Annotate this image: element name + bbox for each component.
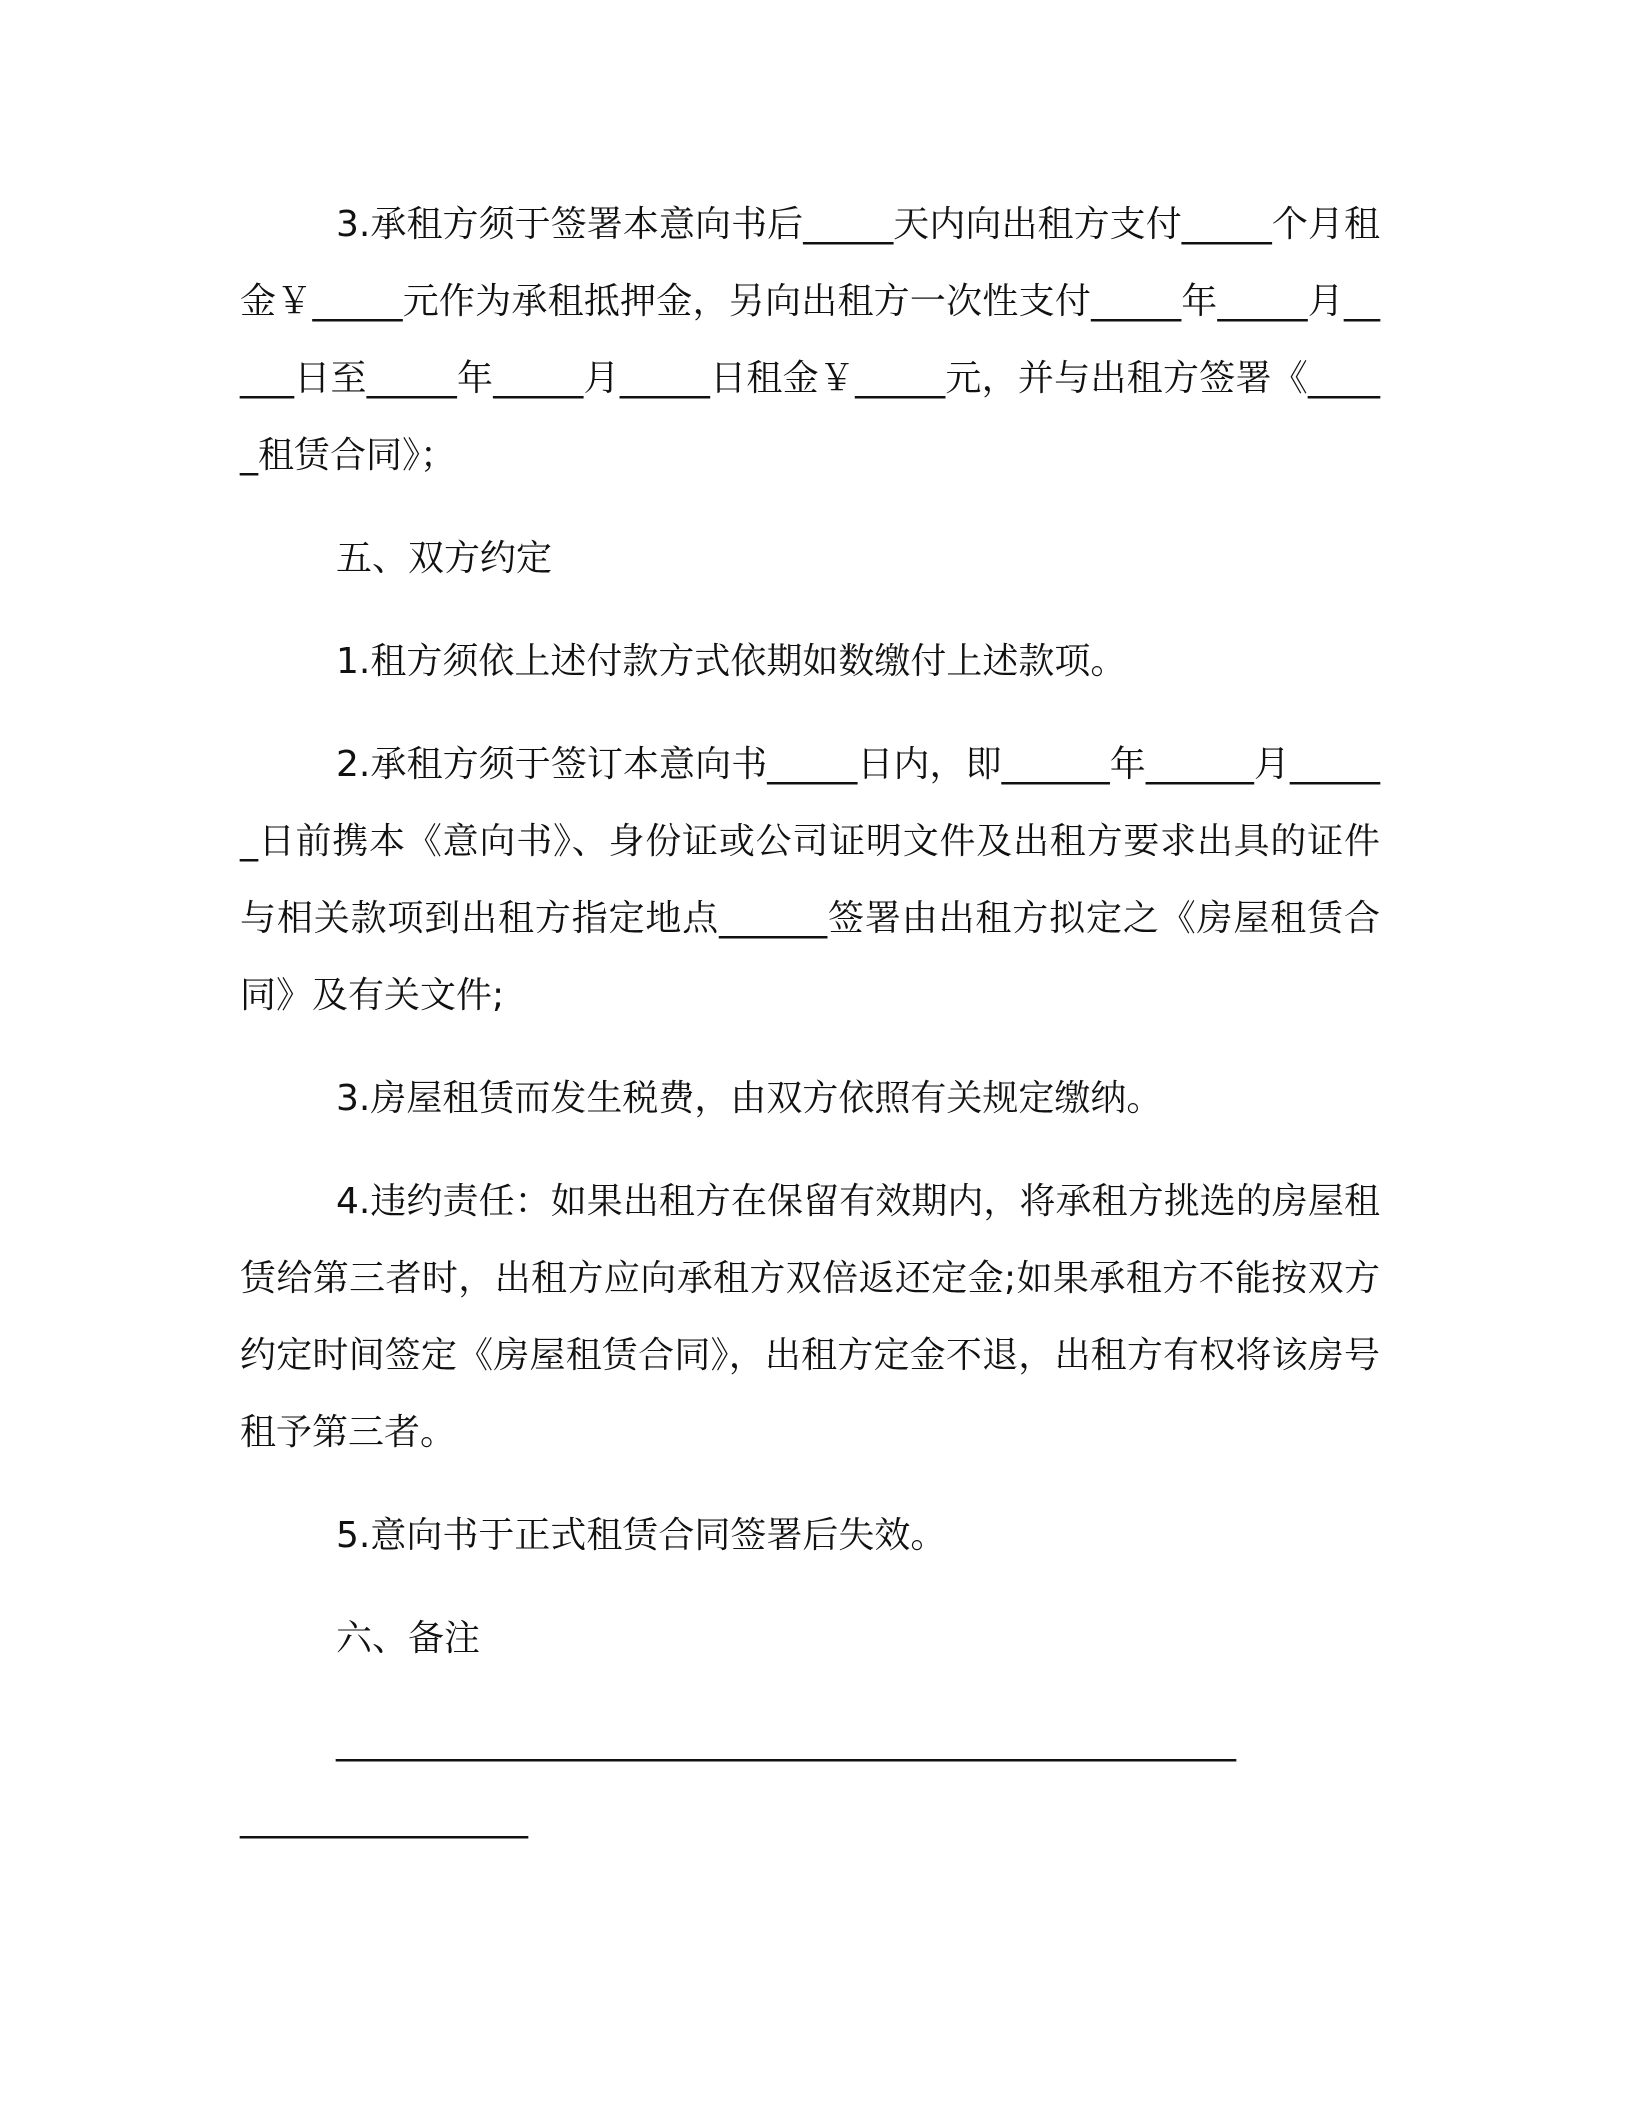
paragraph-gap xyxy=(240,1471,1380,1497)
document-body xyxy=(240,186,1380,1857)
paragraph-gap xyxy=(240,1137,1380,1163)
clause-payment-schedule: 1.租方须依上述付款方式依期如数缴付上述款项。 xyxy=(336,641,1127,682)
paragraph-gap xyxy=(240,597,1380,623)
clause-contract-signing: 2.承租方须于签订本意向书_____日内，即______年______月______日前携本《意向书》、身份证或公司证明文件及出租方要求出具的证件与相关款项到出租方指定地点______签署由出租方拟定之《房屋租赁合同》及有关文件; xyxy=(240,744,1380,1016)
clause-breach-liability: 4.违约责任：如果出租方在保留有效期内，将承租方挑选的房屋租赁给第三者时，出租方应向承租方双倍返还定金;如果承租方不能按双方约定时间签定《房屋租赁合同》，出租方定金不退，出租方有权将该房号租予第三者。 xyxy=(240,1181,1380,1453)
section-heading-remarks: 六、备注 xyxy=(336,1618,481,1659)
paragraph-gap xyxy=(240,1574,1380,1600)
clause-taxes: 3.房屋租赁而发生税费，由双方依照有关规定缴纳。 xyxy=(336,1078,1163,1119)
paragraph-gap xyxy=(240,1034,1380,1060)
clause-expiry: 5.意向书于正式租赁合同签署后失效。 xyxy=(336,1515,947,1556)
remarks-blank-line-2: ________________ xyxy=(240,1798,528,1839)
paragraph-gap xyxy=(240,700,1380,726)
paragraph-gap xyxy=(240,1677,1380,1703)
paragraph-gap xyxy=(240,494,1380,520)
section-heading-mutual-agreement: 五、双方约定 xyxy=(336,538,553,579)
clause-deposit-payment: 3.承租方须于签署本意向书后_____天内向出租方支付_____个月租金￥_____元作为承租抵押金，另向出租方一次性支付_____年_____月_____日至_____年_____月_____日租金￥_____元，并与出租方签署《_____租赁合同》； xyxy=(240,204,1380,476)
remarks-blank-line-1: __________________________________________________ xyxy=(336,1721,1236,1762)
